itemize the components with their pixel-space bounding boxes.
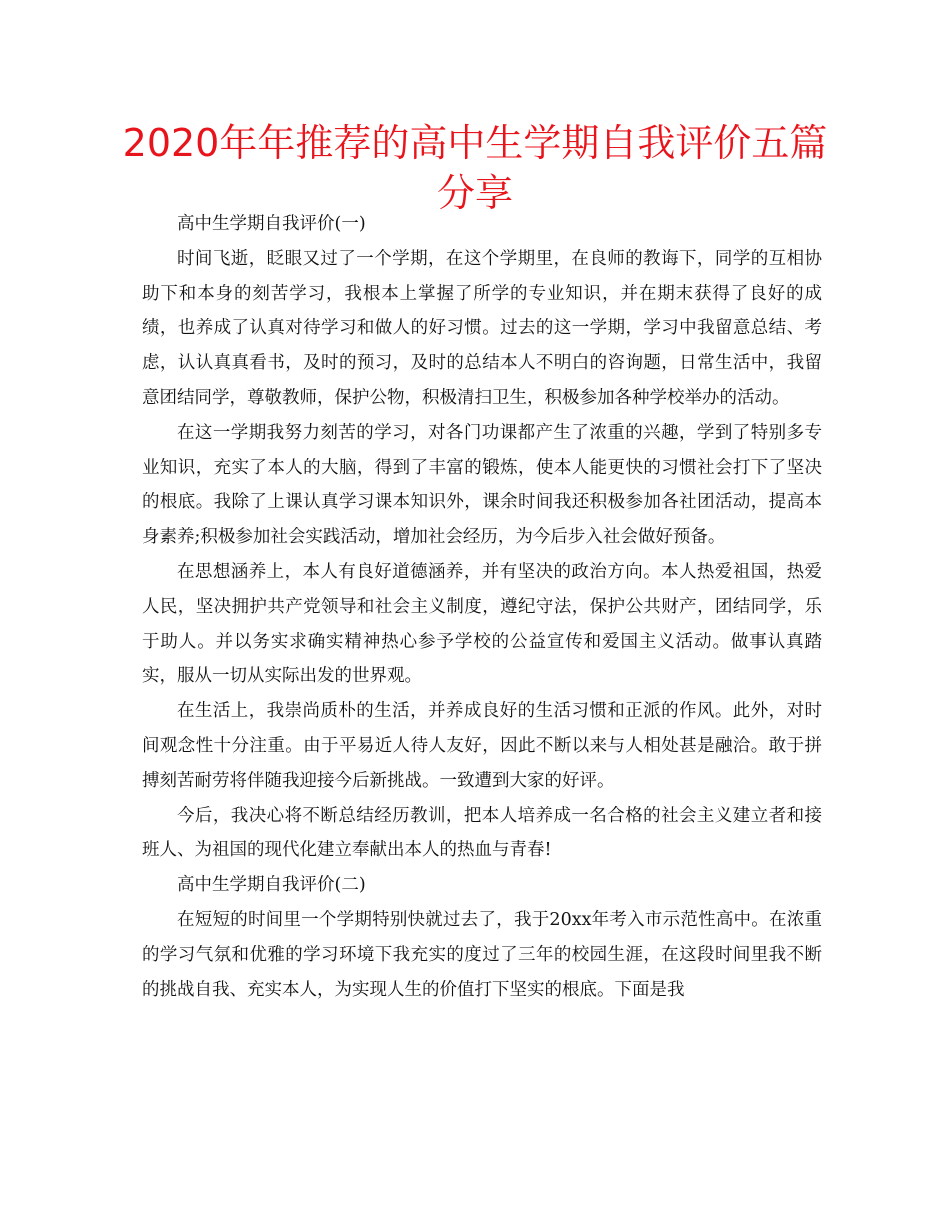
- section-heading: 高中生学期自我评价(二): [177, 875, 366, 896]
- body-paragraph: 今后，我决心将不断总结经历教训，把本人培养成一名合格的社会主义建立者和接班人、为祖国的现代化建立奉献出本人的热血与青春!: [142, 805, 822, 861]
- section-heading: 高中生学期自我评价(一): [177, 214, 366, 234]
- body-paragraph: 在思想涵养上，本人有良好道德涵养，并有坚决的政治方向。本人热爱祖国，热爱人民，坚决拥护共产党领导和社会主义制度，遵纪守法，保护公共财产，团结同学，乐于助人。并以务实求确实精神热心参予学校的公益宣传和爱国主义活动。做事认真踏实，服从一切从实际出发的世界观。: [142, 561, 822, 687]
- document-title: 2020年年推荐的高中生学期自我评价五篇分享: [122, 121, 828, 215]
- body-paragraph: 在这一学期我努力刻苦的学习，对各门功课都产生了浓重的兴趣，学到了特别多专业知识，充实了本人的大脑，得到了丰富的锻炼，使本人能更快的习惯社会打下了坚决的根底。我除了上课认真学习课本知识外，课余时间我还积极参加各社团活动，提高本身素养;积极参加社会实践活动，增加社会经历，为今后步入社会做好预备。: [142, 422, 822, 548]
- body-paragraph: 时间飞逝，眨眼又过了一个学期，在这个学期里，在良师的教诲下，同学的互相协助下和本身的刻苦学习，我根本上掌握了所学的专业知识，并在期末获得了良好的成绩，也养成了认真对待学习和做人的好习惯。过去的这一学期，学习中我留意总结、考虑，认认真真看书，及时的预习，及时的总结本人不明白的咨询题，日常生活中，我留意团结同学，尊敬教师，保护公物，积极清扫卫生，积极参加各种学校举办的活动。: [142, 248, 822, 408]
- body-paragraph: 在生活上，我崇尚质朴的生活，并养成良好的生活习惯和正派的作风。此外，对时间观念性十分注重。由于平易近人待人友好，因此不断以来与人相处甚是融洽。敢于拼搏刻苦耐劳将伴随我迎接今后新挑战。一致遭到大家的好评。: [142, 701, 822, 791]
- document-body: [142, 207, 822, 1007]
- body-paragraph: 在短短的时间里一个学期特别快就过去了，我于20xx年考入市示范性高中。在浓重的学习气氛和优雅的学习环境下我充实的度过了三年的校园生涯，在这段时间里我不断的挑战自我、充实本人，为实现人生的价值打下坚实的根底。下面是我: [142, 909, 822, 1000]
